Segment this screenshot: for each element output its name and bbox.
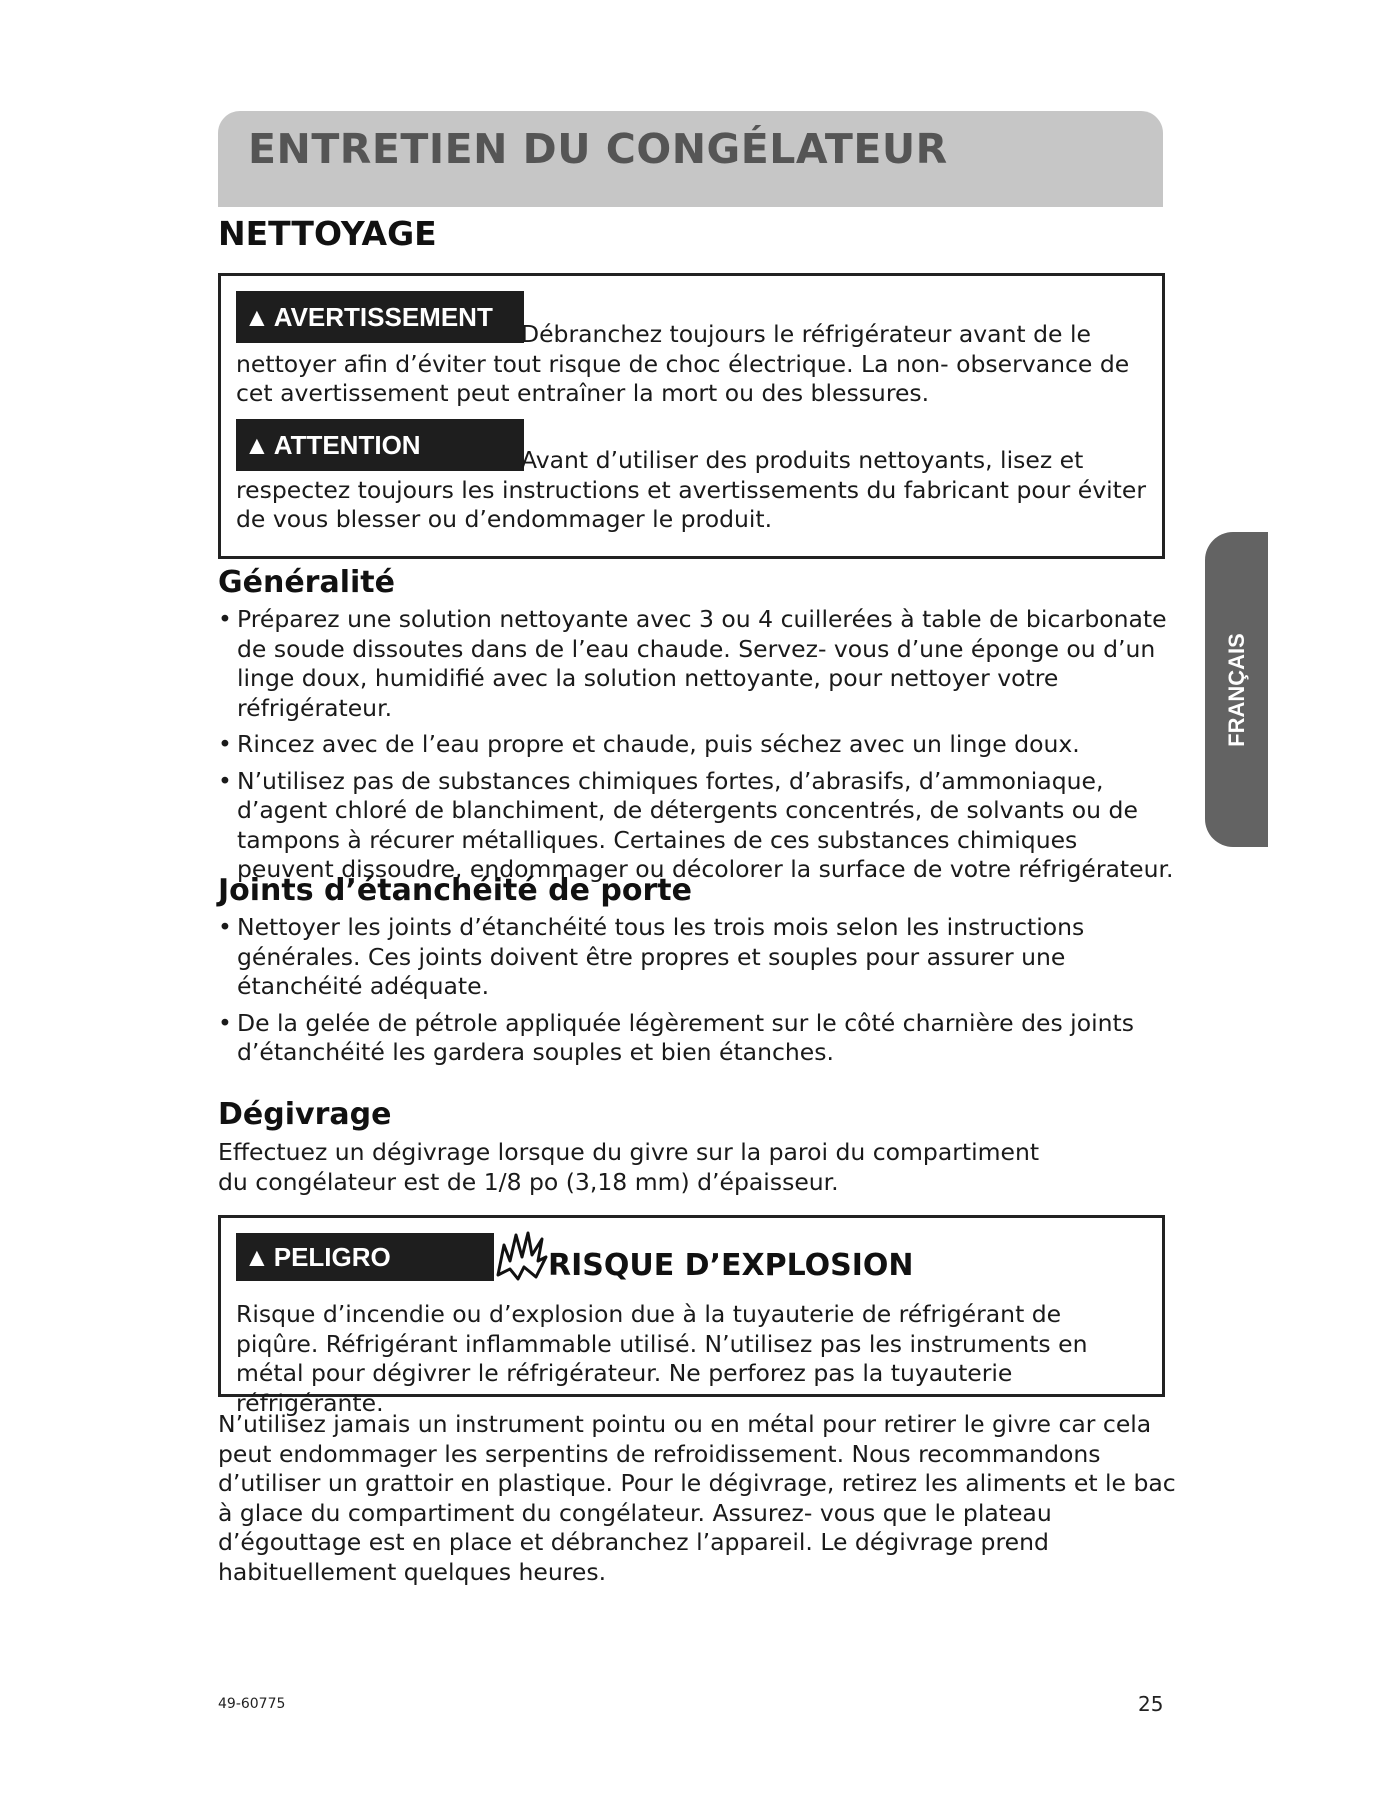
warning-first-line: Débranchez toujours le réfrigérateur avant de le — [521, 320, 1091, 348]
page-number: 25 — [1138, 1692, 1164, 1716]
danger-box — [218, 1215, 1165, 1417]
warning-triangle-icon: ▲ — [244, 429, 270, 460]
danger-message: Risque d’incendie ou d’explosion due à la tuyauterie de réfrigérant de piqûre. Réfrigérant inflammable utilisé. N’utilisez pas les instruments en métal pour dégivrer le réfrigérateur. Ne perforez pas la tuyauterie réfrigérante. — [236, 1300, 1088, 1417]
page-title: ENTRETIEN DU CONGÉLATEUR — [248, 125, 948, 173]
list-item: • Préparez une solution nettoyante avec 3 ou 4 cuillerées à table de bicarbonate de soude dissoutes dans de l’eau chaude. Servez- vous d’une éponge ou d’un linge doux, humidifié avec la solution nettoyante, pour nettoyer votre réfrigérateur. — [218, 605, 1167, 722]
warning-message — [236, 320, 1151, 409]
danger-signal-text: PELIGRO — [273, 1241, 391, 1272]
caution-rest: respectez toujours les instructions et avertissements du fabricant pour éviter de vous blesser ou d’endommager le produit. — [236, 475, 1147, 533]
header-band — [218, 111, 1163, 207]
list-item: • Rincez avec de l’eau propre et chaude, puis séchez avec un linge doux. — [218, 730, 1080, 758]
explosion-icon — [496, 1231, 548, 1281]
warning-triangle-icon: ▲ — [244, 301, 270, 332]
defrost-heading: Dégivrage — [218, 1097, 392, 1132]
list-item: • N’utilisez pas de substances chimiques fortes, d’abrasifs, d’ammoniaque, d’agent chloré de blanchiment, de détergents concentrés, de solvants ou de tampons à récurer métalliques. Certaines de ces substances chimiques peuvent dissoudre, endommager ou décolorer la surface de votre réfrigérateur. — [218, 766, 1174, 883]
danger-signal-label — [236, 1233, 494, 1281]
document-code: 49-60775 — [218, 1696, 286, 1712]
list-item: • Nettoyer les joints d’étanchéité tous les trois mois selon les instructions générales. Ces joints doivent être propres et souples pour assurer une étanchéité adéquate. — [218, 913, 1085, 1000]
caution-message — [236, 446, 1151, 535]
warning-triangle-icon: ▲ — [244, 1241, 270, 1272]
warning-rest: nettoyer afin d’éviter tout risque de choc électrique. La non- observance de cet avertissement peut entraîner la mort ou des blessures. — [236, 349, 1130, 407]
language-tab — [1205, 532, 1268, 847]
gaskets-heading: Joints d’étanchéité de porte — [218, 873, 692, 908]
caution-first-line: Avant d’utiliser des produits nettoyants, lisez et — [521, 446, 1084, 474]
caution-signal-text: ATTENTION — [273, 429, 421, 460]
warning-box — [218, 273, 1165, 559]
language-tab-label: FRANÇAIS — [1223, 632, 1249, 747]
list-item: • De la gelée de pétrole appliquée légèrement sur le côté charnière des joints d’étanchéité les gardera souples et bien étanches. — [218, 1008, 1134, 1066]
warning-signal-text: AVERTISSEMENT — [273, 301, 493, 332]
general-list — [218, 605, 1178, 892]
explosion-title: RISQUE D’EXPLOSION — [548, 1248, 914, 1283]
gaskets-list — [218, 913, 1178, 1075]
defrost-intro: Effectuez un dégivrage lorsque du givre sur la paroi du compartiment du congélateur est de 1/8 po (3,18 mm) d’épaisseur. — [218, 1138, 1040, 1196]
section-title: NETTOYAGE — [218, 214, 437, 253]
defrost-closing: N’utilisez jamais un instrument pointu ou en métal pour retirer le givre car cela peut endommager les serpentins de refroidissement. Nous recommandons d’utiliser un grattoir en plastique. Pour le dégivrage, retirez les aliments et le bac à glace du compartiment du congélateur. Assurez- vous que le plateau d’égouttage est en place et débranchez l’appareil. Le dégivrage prend habituellement quelques heures. — [218, 1410, 1176, 1586]
general-heading: Généralité — [218, 565, 395, 600]
